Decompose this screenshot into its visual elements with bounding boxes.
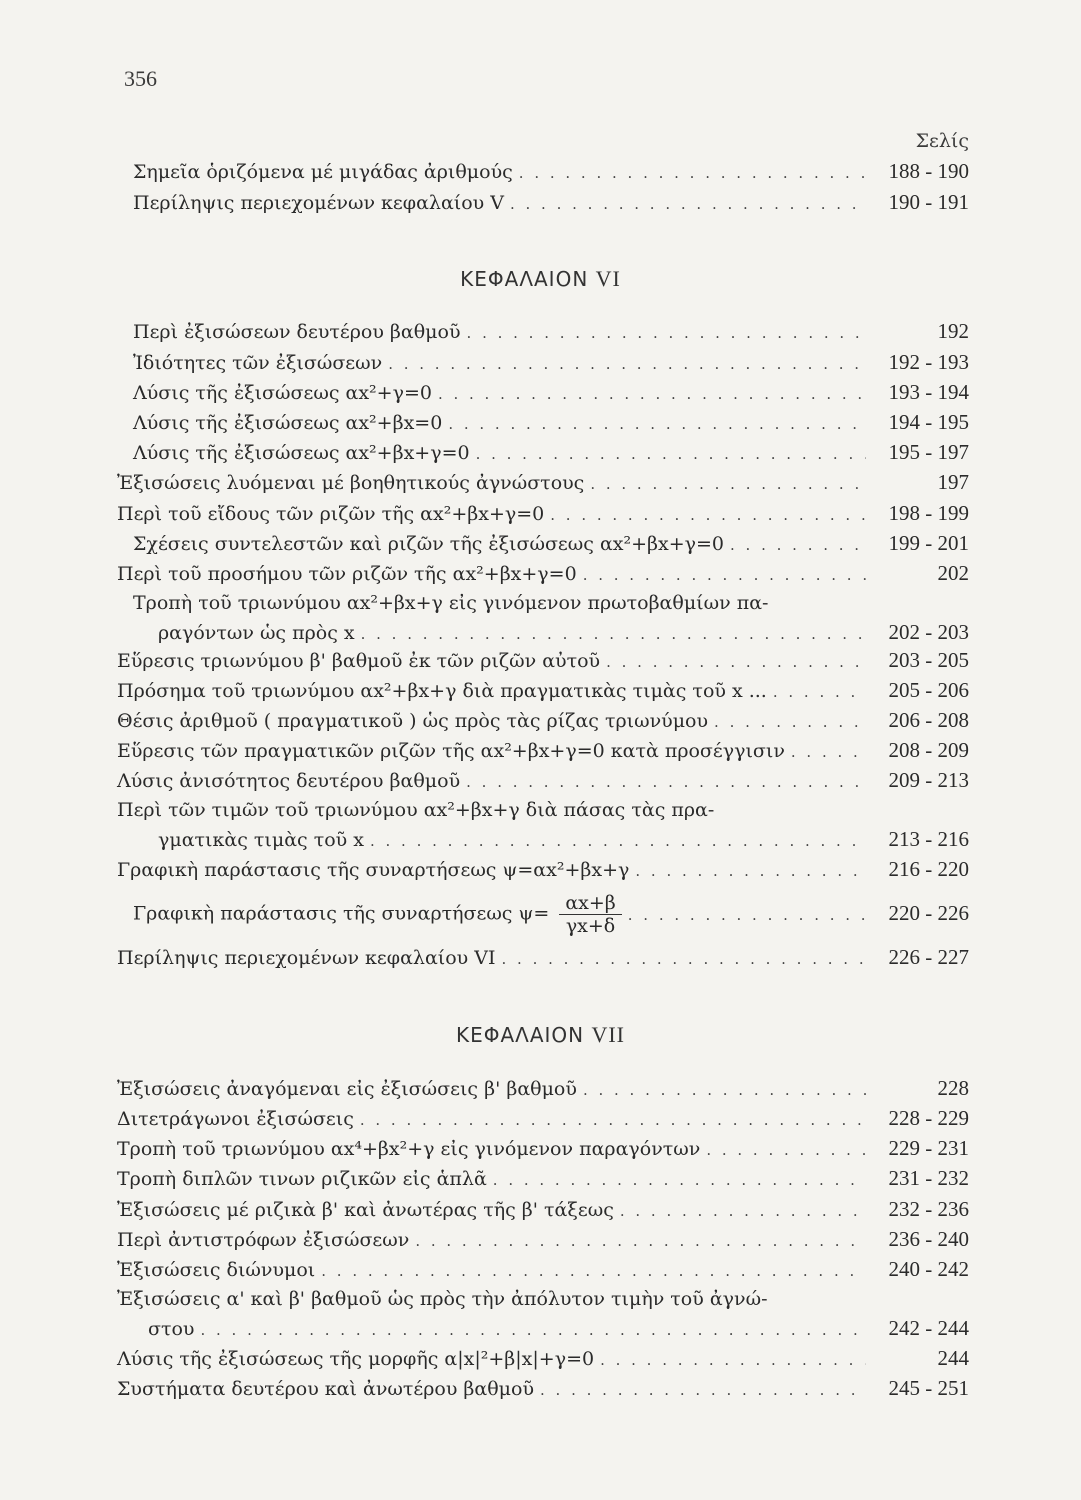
toc-entry-title: Περὶ τοῦ εἴδους τῶν ριζῶν τῆς αx²+βx+γ=0	[117, 503, 545, 525]
toc-entry-title-line1: Τροπὴ τοῦ τριωνύμου αx²+βx+γ εἰς γινόμενον πρωτοβαθμίων πα-	[133, 592, 769, 614]
dot-leader	[360, 1107, 866, 1133]
chapter-number: VI	[595, 266, 621, 291]
toc-entry-pages: 197	[937, 470, 969, 494]
toc-entry-title: Περὶ ἐξισώσεων δευτέρου βαθμοῦ	[133, 321, 461, 343]
dot-leader	[583, 1077, 866, 1103]
dot-leader	[466, 769, 866, 795]
toc-entry	[117, 1196, 969, 1224]
toc-entry-title: Γραφικὴ παράστασις τῆς συναρτήσεως ψ=αx²+βx+γ	[117, 859, 630, 881]
toc-entry-title: Ἰδιότητες τῶν ἐξισώσεων	[133, 352, 383, 374]
toc-entry	[148, 1315, 969, 1343]
toc-entry-title: Ἐξισώσεις μέ ριζικὰ β' καὶ ἀνωτέρας τῆς β' τάξεως	[117, 1199, 614, 1221]
chapter-title: ΚΕΦΑΛΑΙΟΝ	[455, 1023, 585, 1047]
toc-entry	[117, 1375, 969, 1403]
dot-leader	[321, 1258, 866, 1284]
dot-leader	[519, 160, 866, 186]
toc-entry	[117, 469, 969, 497]
toc-entry-title: Περίληψις περιεχομένων κεφαλαίου V	[133, 192, 504, 214]
toc-entry	[117, 1165, 969, 1193]
toc-entry-pages: 205 - 206	[888, 678, 969, 702]
dot-leader	[590, 471, 866, 497]
toc-entry	[117, 767, 969, 795]
toc-entry-title-line1: Ἐξισώσεις α' καὶ β' βαθμοῦ ὡς πρὸς τὴν ἀπόλυτον τιμὴν τοῦ ἀγνώ-	[117, 1288, 768, 1310]
toc-entry-title: Λύσις τῆς ἐξισώσεως αx²+βx+γ=0	[133, 442, 470, 464]
toc-entry-title: Σχέσεις συντελεστῶν καὶ ριζῶν τῆς ἐξισώσεως αx²+βx+γ=0	[133, 533, 725, 555]
toc-entry-title-line1: Περὶ τῶν τιμῶν τοῦ τριωνύμου αx²+βx+γ διὰ πάσας τὰς πρα-	[117, 799, 715, 821]
toc-entry-pages: 195 - 197	[888, 440, 969, 464]
toc-entry-pages: 188 - 190	[888, 159, 969, 183]
toc-entry-pages: 244	[937, 1346, 969, 1370]
chapter-title: ΚΕΦΑΛΑΙΟΝ	[460, 267, 589, 291]
toc-entry-title: Εὕρεσις τῶν πραγματικῶν ριζῶν τῆς αx²+βx+γ=0 κατὰ προσέγγισιν	[117, 740, 785, 762]
toc-entry	[133, 158, 969, 186]
toc-entry-title: Ἐξισώσεις ἀναγόμεναι εἰς ἐξισώσεις β' βαθμοῦ	[117, 1078, 577, 1100]
dot-leader	[361, 621, 866, 647]
page-number: 356	[124, 66, 157, 91]
fraction-numerator: αx+β	[559, 892, 621, 915]
dot-leader	[600, 1347, 866, 1373]
toc-entry	[133, 439, 969, 467]
toc-entry	[117, 500, 969, 528]
toc-entry-title: Ἐξισώσεις λυόμεναι μέ βοηθητικούς ἀγνώστους	[117, 472, 585, 494]
toc-entry-pages: 192 - 193	[888, 350, 969, 374]
toc-entry-title: Ἐξισώσεις διώνυμοι	[117, 1259, 316, 1281]
dot-leader	[550, 502, 866, 528]
dot-leader	[388, 351, 866, 377]
dot-leader	[620, 1198, 866, 1224]
toc-entry-title: Διτετράγωνοι ἐξισώσεις	[117, 1108, 354, 1130]
toc-entry-title: Περὶ τοῦ προσήμου τῶν ριζῶν τῆς αx²+βx+γ=0	[117, 563, 577, 585]
toc-entry-pages: 231 - 232	[888, 1166, 969, 1190]
toc-entry	[133, 530, 969, 558]
toc-entry-title: Θέσις ἀριθμοῦ ( πραγματικοῦ ) ὡς πρὸς τὰς ρίζας τριωνύμου	[117, 710, 709, 732]
toc-entry-pages: 194 - 195	[888, 410, 969, 434]
toc-entry-title-text: Γραφικὴ παράστασις τῆς συναρτήσεως ψ=	[133, 902, 550, 925]
toc-entry	[158, 619, 969, 647]
toc-entry-pages: 226 - 227	[888, 945, 969, 969]
toc-entry-pages: 240 - 242	[888, 1257, 969, 1281]
toc-entry	[117, 1256, 969, 1284]
dot-leader	[510, 191, 866, 217]
toc-entry	[133, 349, 969, 377]
chapter-heading	[0, 266, 1081, 292]
dot-leader	[370, 828, 866, 854]
toc-entry	[117, 1135, 969, 1163]
toc-entry	[117, 707, 969, 735]
pages-column-header: Σελίς	[915, 130, 969, 152]
dot-leader	[730, 532, 866, 558]
toc-entry-title: στου	[148, 1318, 195, 1340]
toc-entry-title: γματικὰς τιμὰς τοῦ x	[158, 829, 364, 851]
fraction	[559, 892, 621, 937]
toc-entry-title: Περίληψις περιεχομένων κεφαλαίου VI	[117, 947, 496, 969]
toc-entry-title: Τροπὴ τοῦ τριωνύμου αx⁴+βx²+γ εἰς γινόμενον παραγόντων	[117, 1138, 701, 1160]
toc-entry	[133, 409, 969, 437]
dot-leader	[493, 1167, 866, 1193]
toc-entry	[133, 379, 969, 407]
fraction-denominator: γx+δ	[565, 915, 616, 937]
toc-entry	[117, 1345, 969, 1373]
toc-entry-pages: 242 - 244	[888, 1316, 969, 1340]
toc-entry-pages: 199 - 201	[888, 531, 969, 555]
toc-entry-pages: 229 - 231	[888, 1136, 969, 1160]
dot-leader	[628, 902, 866, 928]
toc-entry-pages: 202 - 203	[888, 620, 969, 644]
toc-entry-pages: 190 - 191	[888, 190, 969, 214]
toc-entry-pages: 192	[937, 319, 969, 343]
toc-entry-title: Εὕρεσις τριωνύμου β' βαθμοῦ ἐκ τῶν ριζῶν αὐτοῦ	[117, 650, 601, 672]
toc-entry	[133, 892, 969, 937]
toc-entry-pages: 232 - 236	[888, 1197, 969, 1221]
toc-entry-title: Λύσις ἀνισότητος δευτέρου βαθμοῦ	[117, 770, 461, 792]
toc-entry	[133, 318, 969, 346]
toc-entry	[158, 826, 969, 854]
dot-leader	[438, 381, 866, 407]
chapter-heading	[0, 1022, 1081, 1048]
toc-entry-pages: 206 - 208	[888, 708, 969, 732]
toc-entry-pages: 193 - 194	[888, 380, 969, 404]
toc-entry	[133, 189, 969, 217]
toc-entry-pages: 228 - 229	[888, 1106, 969, 1130]
toc-entry-pages: 245 - 251	[888, 1376, 969, 1400]
toc-entry	[117, 1105, 969, 1133]
dot-leader	[714, 709, 866, 735]
toc-entry-title	[133, 892, 622, 937]
toc-entry-title: Τροπὴ διπλῶν τινων ριζικῶν εἰς ἁπλᾶ	[117, 1168, 487, 1190]
toc-entry-title: Περὶ ἀντιστρόφων ἐξισώσεων	[117, 1229, 410, 1251]
toc-entry	[117, 1075, 969, 1103]
toc-entry	[117, 856, 969, 884]
toc-entry-title: Συστήματα δευτέρου καὶ ἀνωτέρου βαθμοῦ	[117, 1378, 535, 1400]
dot-leader	[200, 1317, 866, 1343]
toc-entry-pages: 208 - 209	[888, 738, 969, 762]
toc-entry-title: Λύσις τῆς ἐξισώσεως τῆς μορφῆς α|x|²+β|x|+γ=0	[117, 1348, 595, 1370]
dot-leader	[502, 946, 867, 972]
dot-leader	[415, 1228, 866, 1254]
dot-leader	[583, 562, 866, 588]
toc-entry-pages: 209 - 213	[888, 768, 969, 792]
toc-entry-title: Πρόσημα τοῦ τριωνύμου αx²+βx+γ διὰ πραγματικὰς τιμὰς τοῦ x ...	[117, 680, 767, 702]
toc-entry-pages: 202	[937, 561, 969, 585]
toc-entry	[117, 1226, 969, 1254]
toc-entry-pages: 203 - 205	[888, 648, 969, 672]
dot-leader	[635, 858, 866, 884]
toc-entry	[117, 560, 969, 588]
dot-leader	[448, 411, 866, 437]
toc-entry-title: ραγόντων ὡς πρὸς x	[158, 622, 355, 644]
toc-entry-pages: 198 - 199	[888, 501, 969, 525]
dot-leader	[467, 320, 866, 346]
toc-entry	[117, 737, 969, 765]
dot-leader	[773, 679, 866, 705]
dot-leader	[606, 649, 866, 675]
toc-entry-title: Λύσις τῆς ἐξισώσεως αx²+βx=0	[133, 412, 443, 434]
toc-entry-pages: 213 - 216	[888, 827, 969, 851]
toc-entry	[117, 944, 969, 972]
dot-leader	[706, 1137, 866, 1163]
toc-entry-pages: 216 - 220	[888, 857, 969, 881]
toc-entry-pages: 228	[937, 1076, 969, 1100]
toc-entry-title: Λύσις τῆς ἐξισώσεως αx²+γ=0	[133, 382, 432, 404]
dot-leader	[540, 1377, 866, 1403]
toc-entry-pages: 220 - 226	[888, 900, 969, 925]
toc-entry-title: Σημεῖα ὁριζόμενα μέ μιγάδας ἀριθμούς	[133, 161, 513, 183]
toc-entry	[117, 677, 969, 705]
chapter-number: VII	[591, 1022, 626, 1047]
dot-leader	[476, 441, 866, 467]
toc-entry	[117, 647, 969, 675]
toc-entry-pages: 236 - 240	[888, 1227, 969, 1251]
dot-leader	[791, 739, 866, 765]
